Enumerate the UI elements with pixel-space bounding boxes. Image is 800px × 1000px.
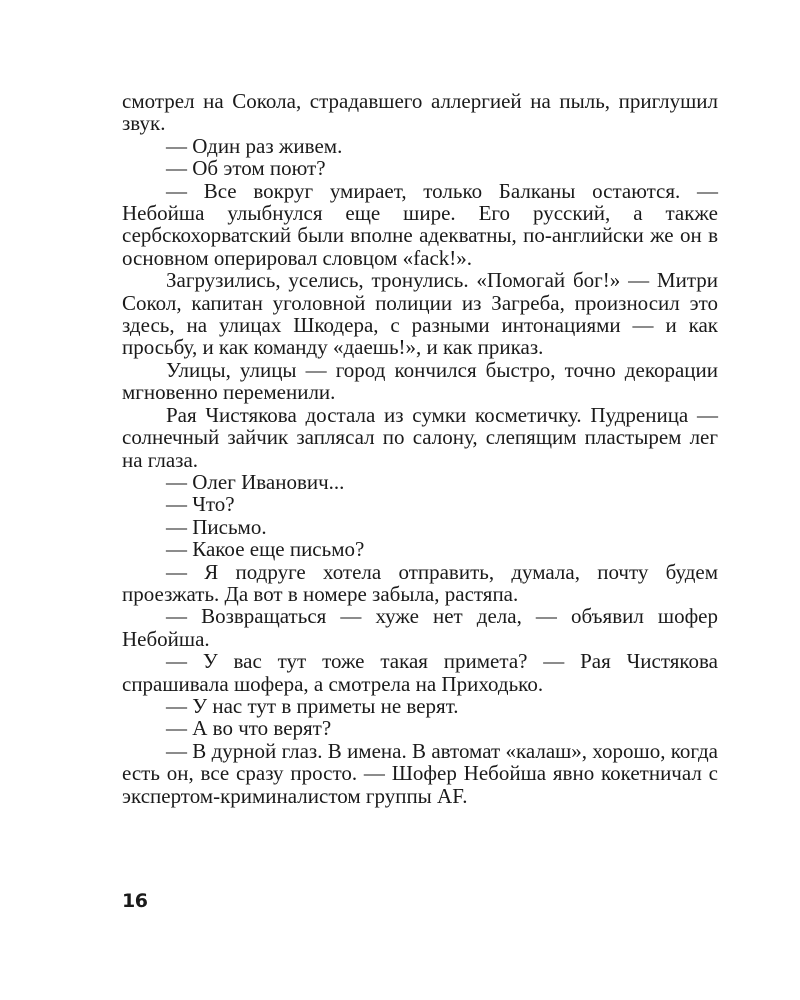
- paragraph: — Что?: [166, 492, 235, 517]
- paragraph: — А во что верят?: [166, 716, 332, 741]
- paragraph: — Об этом поют?: [166, 156, 326, 181]
- paragraph: — Я подруге хотела отправить, думала, почту будем проезжать. Да вот в номере забыла, растяпа.: [122, 559, 718, 606]
- page-number: 16: [122, 890, 148, 912]
- paragraph: Загрузились, уселись, тронулись. «Помогай бог!» — Митри Сокол, капитан уголовной полиции из Загреба, произносил это здесь, на улицах Шкодера, с разными интонациями — и как просьбу, и как команду «даешь!», и как приказ.: [122, 268, 718, 360]
- paragraph: Улицы, улицы — город кончился быстро, точно декорации мгновенно переменили.: [122, 357, 718, 405]
- paragraph: Рая Чистякова достала из сумки косметичку. Пудреница — солнечный зайчик заплясал по салону, слепящим пластырем лег на глаза.: [122, 402, 718, 472]
- paragraph: — У вас тут тоже такая примета? — Рая Чистякова спрашивала шофера, а смотрела на Приходько.: [122, 649, 718, 696]
- body-text: [122, 90, 718, 807]
- paragraph: — Олег Иванович...: [166, 469, 345, 494]
- paragraph: — Возвращаться — хуже нет дела, — объявил шофер Небойша.: [122, 604, 718, 651]
- paragraph: — Один раз живем.: [166, 133, 343, 158]
- paragraph: смотрел на Сокола, страдавшего аллергией на пыль, приглушил звук.: [122, 89, 718, 136]
- paragraph: — В дурной глаз. В имена. В автомат «калаш», хорошо, когда есть он, все сразу просто. — Шофер Небойша явно кокетничал с экспертом-криминалистом группы AF.: [122, 738, 718, 808]
- paragraph: — Письмо.: [166, 514, 267, 539]
- paragraph: — Какое еще письмо?: [166, 537, 365, 562]
- paragraph: — Все вокруг умирает, только Балканы остаются. — Небойша улыбнулся еще шире. Его русский, а также сербскохорватский были вполне адекватны, по-английски же он в основном оперировал словцом «fack!».: [122, 178, 718, 270]
- paragraph: — У нас тут в приметы не верят.: [166, 693, 459, 718]
